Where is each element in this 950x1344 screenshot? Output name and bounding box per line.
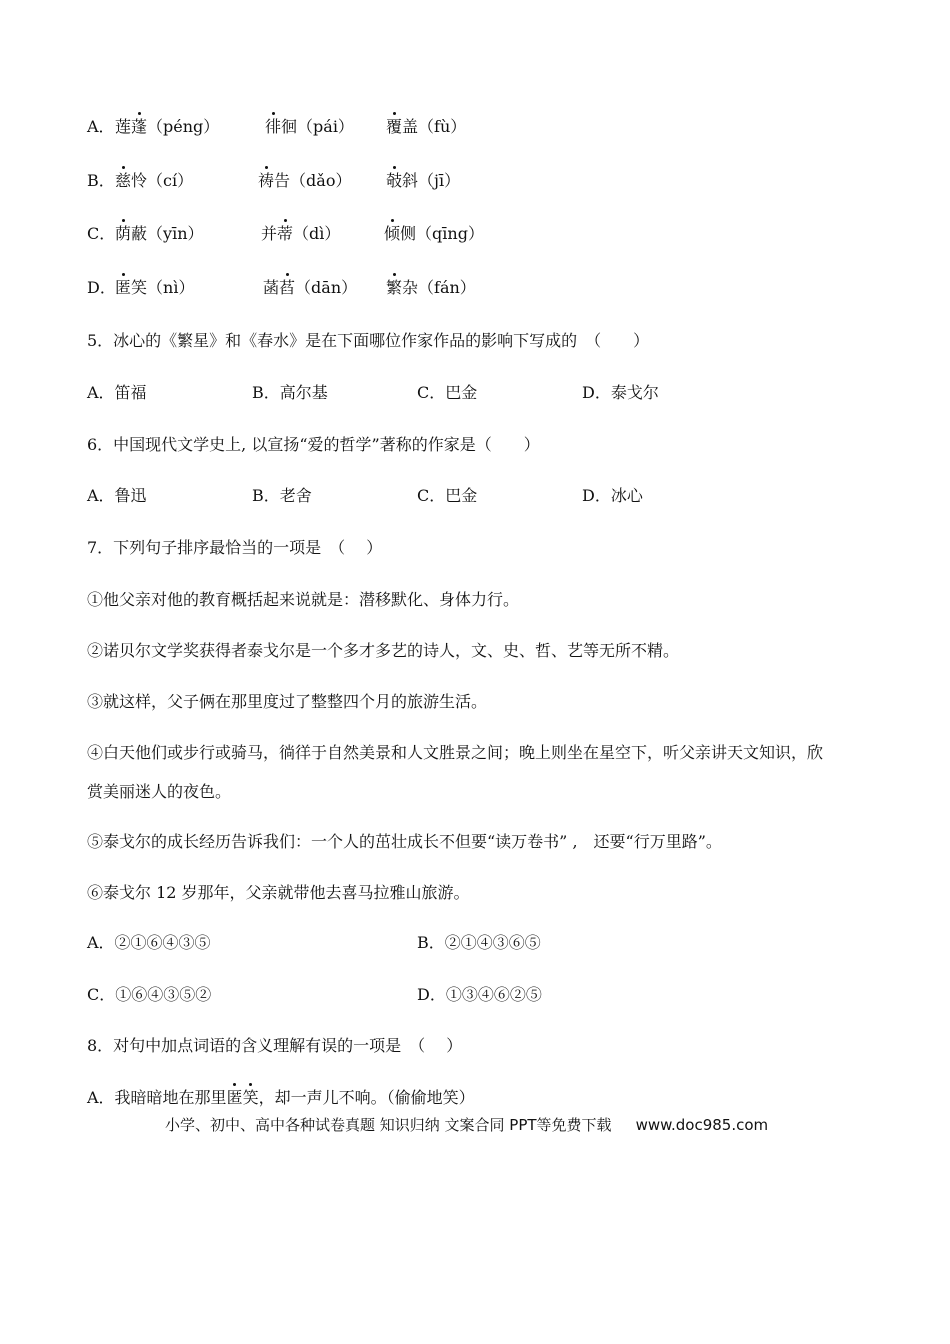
page-footer [165, 1114, 768, 1136]
q7-option-b: B．②①④③⑥⑤ [417, 933, 541, 952]
option-word-2: 菡萏（dān） [263, 278, 358, 297]
option-word-3: 攲斜（jī） [386, 171, 461, 190]
option-word-1: 荫蔽（yīn） [115, 224, 204, 243]
footer-url[interactable]: www.doc985.com [635, 1116, 769, 1134]
q7-sentence-2: ②诺贝尔文学奖获得者泰戈尔是一个多才多艺的诗人，文、史、哲、艺等无所不精。 [87, 641, 680, 660]
option-letter: D． [87, 278, 116, 297]
option-word-3: 覆盖（fù） [386, 117, 467, 136]
q6-option-d: D．冰心 [582, 486, 643, 505]
option-word-1: 慈怜（cí） [115, 171, 194, 190]
q7-sentence-4a: ④白天他们或步行或骑马，徜徉于自然美景和人文胜景之间；晚上则坐在星空下，听父亲讲天文知识，欣 [87, 743, 824, 762]
option-word-2: 祷告（dǎo） [258, 171, 352, 190]
q7-option-c: C．①⑥④③⑤② [87, 985, 212, 1004]
q7-option-a: A．②①⑥④③⑤ [87, 933, 211, 952]
q5-option-b: B．高尔基 [252, 383, 328, 402]
option-word-1: 莲蓬（péng） [115, 117, 220, 136]
q7-sentence-3: ③就这样，父子俩在那里度过了整整四个月的旅游生活。 [87, 692, 488, 711]
option-word-1: 匿笑（nì） [115, 278, 195, 297]
q7-sentence-6: ⑥泰戈尔 12 岁那年，父亲就带他去喜马拉雅山旅游。 [87, 883, 470, 902]
q7-sentence-5: ⑤泰戈尔的成长经历告诉我们：一个人的茁壮成长不但要“读万卷书” , 还要“行万里路”。 [87, 832, 722, 851]
q6-stem: 6．中国现代文学史上, 以宣扬“爱的哲学”著称的作家是（ ） [87, 435, 540, 454]
q5-option-a: A．笛福 [87, 383, 147, 402]
q8-option-a: A．我暗暗地在那里匿笑，却一声儿不响。（偷偷地笑） [87, 1088, 475, 1107]
q7-sentence-1: ①他父亲对他的教育概括起来说就是：潜移默化、身体力行。 [87, 590, 520, 609]
q8-stem: 8．对句中加点词语的含义理解有误的一项是 （ ） [87, 1036, 463, 1055]
q7-stem: 7．下列句子排序最恰当的一项是 （ ） [87, 538, 383, 557]
q5-option-c: C．巴金 [417, 383, 478, 402]
option-word-2: 徘徊（pái） [265, 117, 354, 136]
q7-option-d: D．①③④⑥②⑤ [417, 985, 542, 1004]
q5-option-d: D．泰戈尔 [582, 383, 659, 402]
option-word-2: 并蒂（dì） [261, 224, 341, 243]
option-letter: C． [87, 224, 116, 243]
option-letter: A． [87, 117, 115, 136]
q6-option-b: B．老舍 [252, 486, 312, 505]
q6-option-c: C．巴金 [417, 486, 478, 505]
option-word-3: 倾侧（qīng） [384, 224, 484, 243]
option-letter: B． [87, 171, 115, 190]
q7-sentence-4b: 赏美丽迷人的夜色。 [87, 782, 232, 801]
footer-text: 小学、初中、高中各种试卷真题 知识归纳 文案合同 PPT等免费下载 [165, 1116, 612, 1134]
option-word-3: 繁杂（fán） [386, 278, 476, 297]
q5-stem: 5．冰心的《繁星》和《春水》是在下面哪位作家作品的影响下写成的 （ ） [87, 331, 650, 350]
q6-option-a: A．鲁迅 [87, 486, 147, 505]
